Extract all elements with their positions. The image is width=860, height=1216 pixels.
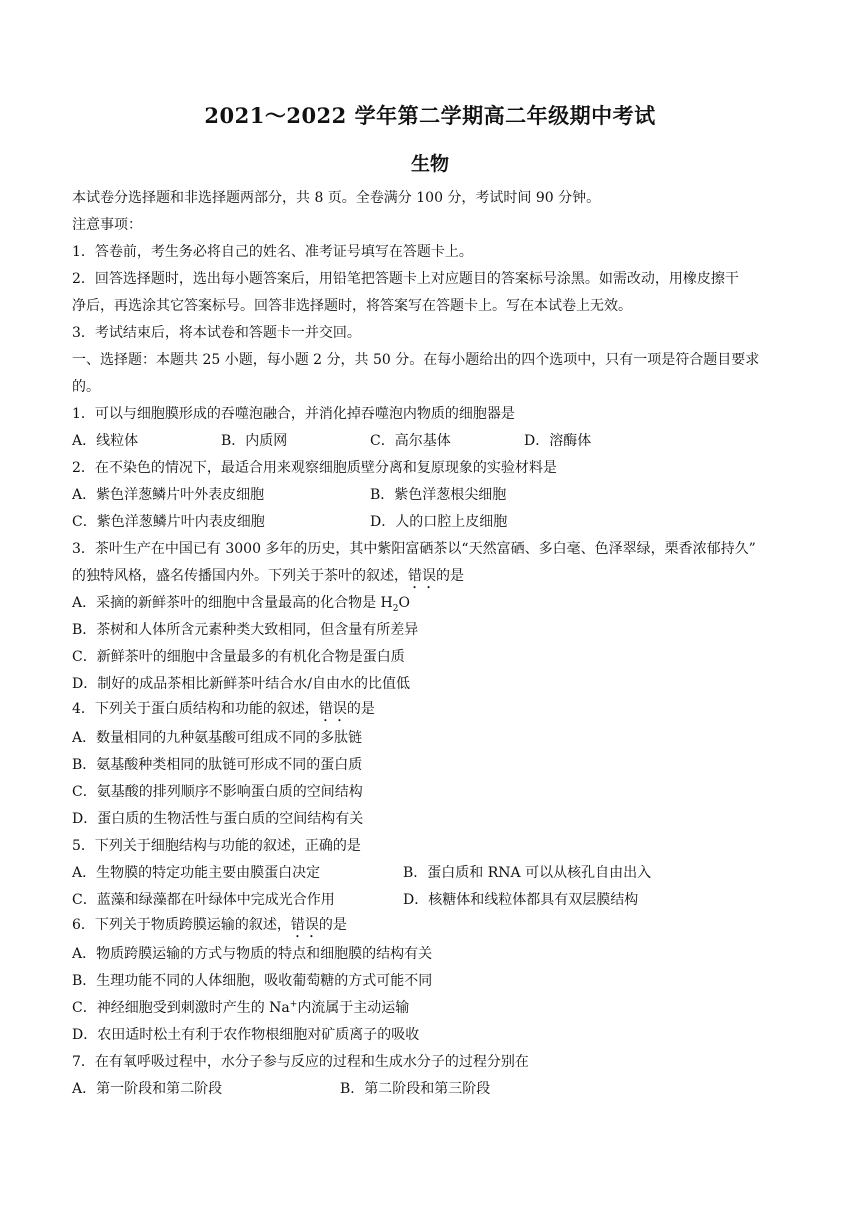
question-4-option-c: C．氨基酸的排列顺序不影响蛋白质的空间结构 xyxy=(72,784,363,800)
question-7-option-a: A．第一阶段和第二阶段 xyxy=(72,1081,223,1097)
option-text-end: 内流属于主动运输 xyxy=(297,1000,410,1016)
question-5-option-c: C．蓝藻和绿藻都在叶绿体中完成光合作用 xyxy=(72,892,335,908)
subject-title: 生物 xyxy=(410,153,449,175)
question-3-stem-line-1: 3．茶叶生产在中国已有 3000 多年的历史，其中紫阳富硒茶以“天然富硒、多白毫、色泽翠绿，栗香浓郁持久” xyxy=(72,541,756,557)
question-4-option-a: A．数量相同的九种氨基酸可组成不同的多肽链 xyxy=(72,730,363,746)
notice-title: 注意事项： xyxy=(72,217,142,233)
option-text: C．神经细胞受到刺激时产生的 Na xyxy=(72,1000,290,1016)
question-6-option-a: A．物质跨膜运输的方式与物质的特点和细胞膜的结构有关 xyxy=(72,946,433,962)
question-2-option-d: D．人的口腔上皮细胞 xyxy=(370,514,508,530)
notice-item-2-line-2: 净后，再选涂其它答案标号。回答非选择题时，将答案写在答题卡上。写在本试卷上无效。 xyxy=(72,298,632,314)
question-4-stem-end: 的是 xyxy=(346,701,375,717)
question-6-stem-end: 的是 xyxy=(318,917,347,933)
notice-item-2-line-1: 2．回答选择题时，选出每小题答案后，用铅笔把答题卡上对应题目的答案标号涂黑。如需改动，用橡皮擦干 xyxy=(72,271,739,287)
notice-item-3: 3．考试结束后，将本试卷和答题卡一并交回。 xyxy=(72,325,361,341)
question-5-stem: 5．下列关于细胞结构与功能的叙述，正确的是 xyxy=(72,838,361,854)
question-6-stem xyxy=(72,916,792,941)
question-4-stem-text: 4．下列关于蛋白质结构和功能的叙述， xyxy=(72,701,319,717)
question-2-stem: 2．在不染色的情况下，最适合用来观察细胞质壁分离和复原现象的实验材料是 xyxy=(72,460,557,476)
question-3-option-c: C．新鲜茶叶的细胞中含量最多的有机化合物是蛋白质 xyxy=(72,649,405,665)
intro-text: 本试卷分选择题和非选择题两部分，共 8 页。全卷满分 100 分，考试时间 90 分钟。 xyxy=(72,190,601,206)
question-7-option-b: B．第二阶段和第三阶段 xyxy=(340,1081,491,1097)
question-2-option-a: A．紫色洋葱鳞片叶外表皮细胞 xyxy=(72,487,265,503)
question-3-option-b: B．茶树和人体所含元素种类大致相同，但含量有所差异 xyxy=(72,622,419,638)
question-7-stem: 7．在有氧呼吸过程中，水分子参与反应的过程和生成水分子的过程分别在 xyxy=(72,1054,529,1070)
notice-item-1: 1．答卷前，考生务必将自己的姓名、准考证号填写在答题卡上。 xyxy=(72,244,473,260)
question-3-option-d: D．制好的成品茶相比新鲜茶叶结合水/自由水的比值低 xyxy=(72,676,410,692)
question-5-option-d: D．核糖体和线粒体都具有双层膜结构 xyxy=(403,892,639,908)
emphasis-word: 错误 xyxy=(318,701,347,717)
question-3-stem-text: 的独特风格，盛名传播国内外。下列关于茶叶的叙述， xyxy=(72,568,408,584)
question-4-option-b: B．氨基酸种类相同的肽链可形成不同的蛋白质 xyxy=(72,757,363,773)
emphasis-word: 错误 xyxy=(408,568,436,584)
question-1-option-d: D．溶酶体 xyxy=(524,433,592,449)
question-6-stem-text: 6．下列关于物质跨膜运输的叙述， xyxy=(72,917,291,933)
question-1-option-c: C．高尔基体 xyxy=(370,433,451,449)
question-1-stem: 1．可以与细胞膜形成的吞噬泡融合，并消化掉吞噬泡内物质的细胞器是 xyxy=(72,406,515,422)
section-heading-line-1: 一、选择题：本题共 25 小题，每小题 2 分，共 50 分。在每小题给出的四个选项中，只有一项是符合题目要求 xyxy=(72,352,760,368)
question-2-option-c: C．紫色洋葱鳞片叶内表皮细胞 xyxy=(72,514,265,530)
subscript: 2 xyxy=(392,603,399,614)
question-5-option-b: B．蛋白质和 RNA 可以从核孔自由出入 xyxy=(403,865,652,881)
superscript: + xyxy=(289,999,298,1010)
question-2-option-b: B．紫色洋葱根尖细胞 xyxy=(370,487,507,503)
section-heading-line-2: 的。 xyxy=(72,379,100,395)
question-6-option-c xyxy=(72,999,792,1017)
option-text: A．采摘的新鲜茶叶的细胞中含量最高的化合物是 H xyxy=(72,595,393,611)
emphasis-word: 错误 xyxy=(290,917,319,933)
question-6-option-b: B．生理功能不同的人体细胞，吸收葡萄糖的方式可能不同 xyxy=(72,973,433,989)
question-5-option-a: A．生物膜的特定功能主要由膜蛋白决定 xyxy=(72,865,321,881)
question-4-stem xyxy=(72,700,792,725)
option-text-end: O xyxy=(398,595,410,611)
question-1-option-b: B．内质网 xyxy=(221,433,288,449)
question-3-option-a xyxy=(72,594,792,612)
question-3-stem-end: 的是 xyxy=(436,568,464,584)
question-6-option-d: D．农田适时松土有利于农作物根细胞对矿质离子的吸收 xyxy=(72,1027,420,1043)
question-1-option-a: A．线粒体 xyxy=(72,433,139,449)
exam-title: 2021～2022 学年第二学期高二年级期中考试 xyxy=(204,103,656,128)
question-4-option-d: D．蛋白质的生物活性与蛋白质的空间结构有关 xyxy=(72,811,364,827)
question-3-stem-line-2 xyxy=(72,567,792,592)
